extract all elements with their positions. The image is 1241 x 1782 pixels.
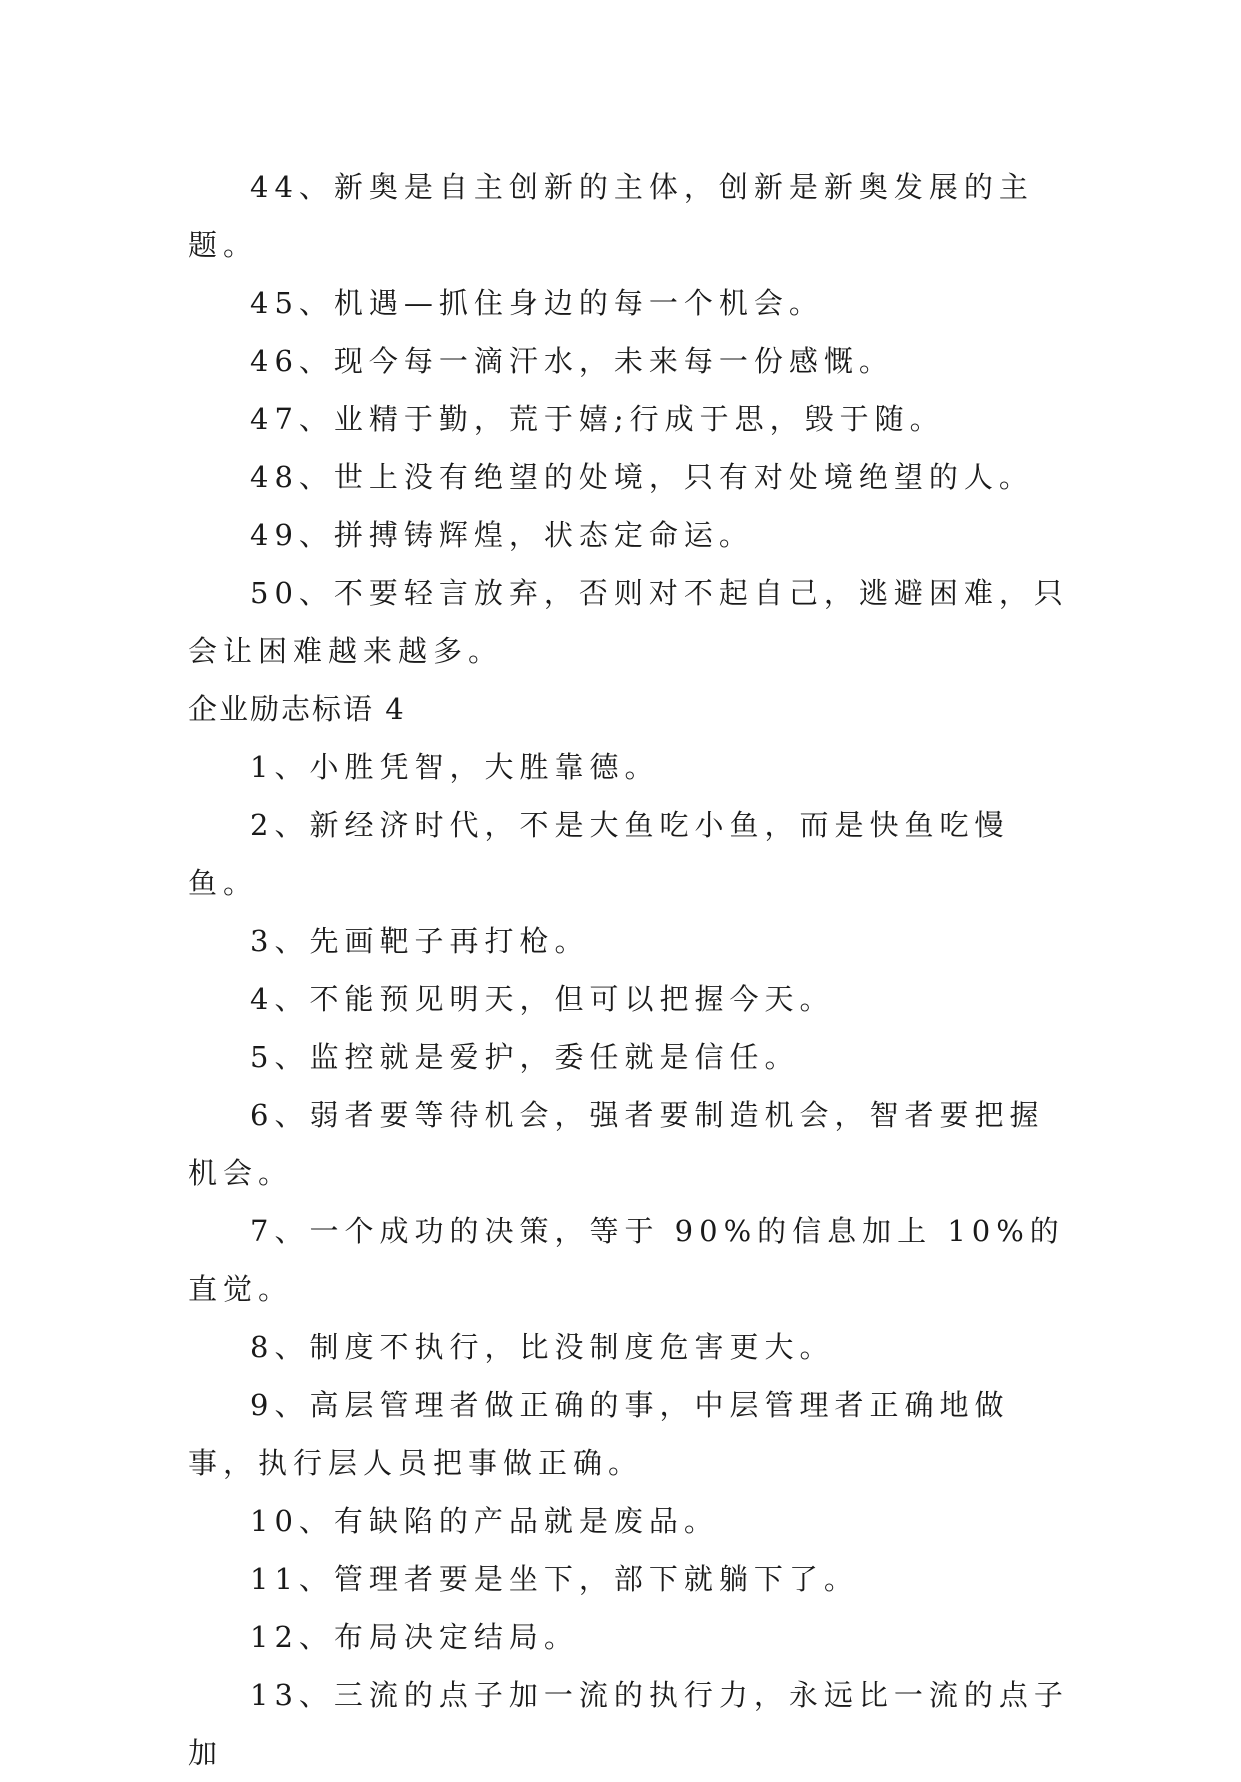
slogan-item: 48、世上没有绝望的处境，只有对处境绝望的人。 — [250, 460, 1034, 494]
slogan-item: 49、拼搏铸辉煌，状态定命运。 — [250, 518, 754, 552]
slogan-item: 7、一个成功的决策，等于 90%的信息加上 10%的直觉。 — [188, 1214, 1065, 1306]
slogan-item: 46、现今每一滴汗水，未来每一份感慨。 — [250, 344, 894, 378]
slogan-item: 11、管理者要是坐下，部下就躺下了。 — [250, 1562, 859, 1596]
slogan-item: 4、不能预见明天，但可以把握今天。 — [250, 982, 835, 1016]
slogan-item: 10、有缺陷的产品就是废品。 — [250, 1504, 719, 1538]
slogan-item: 3、先画靶子再打枪。 — [250, 924, 590, 958]
slogan-item: 2、新经济时代，不是大鱼吃小鱼，而是快鱼吃慢鱼。 — [188, 808, 1010, 900]
slogan-item: 47、业精于勤，荒于嬉;行成于思，毁于随。 — [250, 402, 945, 436]
slogan-item: 44、新奥是自主创新的主体，创新是新奥发展的主题。 — [188, 170, 1034, 262]
slogan-item: 13、三流的点子加一流的执行力，永远比一流的点子加 — [188, 1678, 1069, 1770]
slogan-item: 9、高层管理者做正确的事，中层管理者正确地做事，执行层人员把事做正确。 — [188, 1388, 1010, 1480]
slogan-item: 6、弱者要等待机会，强者要制造机会，智者要把握机会。 — [188, 1098, 1045, 1190]
slogan-item: 12、布局决定结局。 — [250, 1620, 579, 1654]
document-body — [188, 158, 1078, 1782]
slogan-item: 50、不要轻言放弃，否则对不起自己，逃避困难，只会让困难越来越多。 — [188, 576, 1069, 668]
slogan-item: 1、小胜凭智，大胜靠德。 — [250, 750, 660, 784]
slogan-item: 45、机遇—抓住身边的每一个机会。 — [250, 286, 824, 320]
section-heading: 企业励志标语 4 — [188, 692, 406, 726]
slogan-item: 8、制度不执行，比没制度危害更大。 — [250, 1330, 835, 1364]
slogan-item: 5、监控就是爱护，委任就是信任。 — [250, 1040, 800, 1074]
